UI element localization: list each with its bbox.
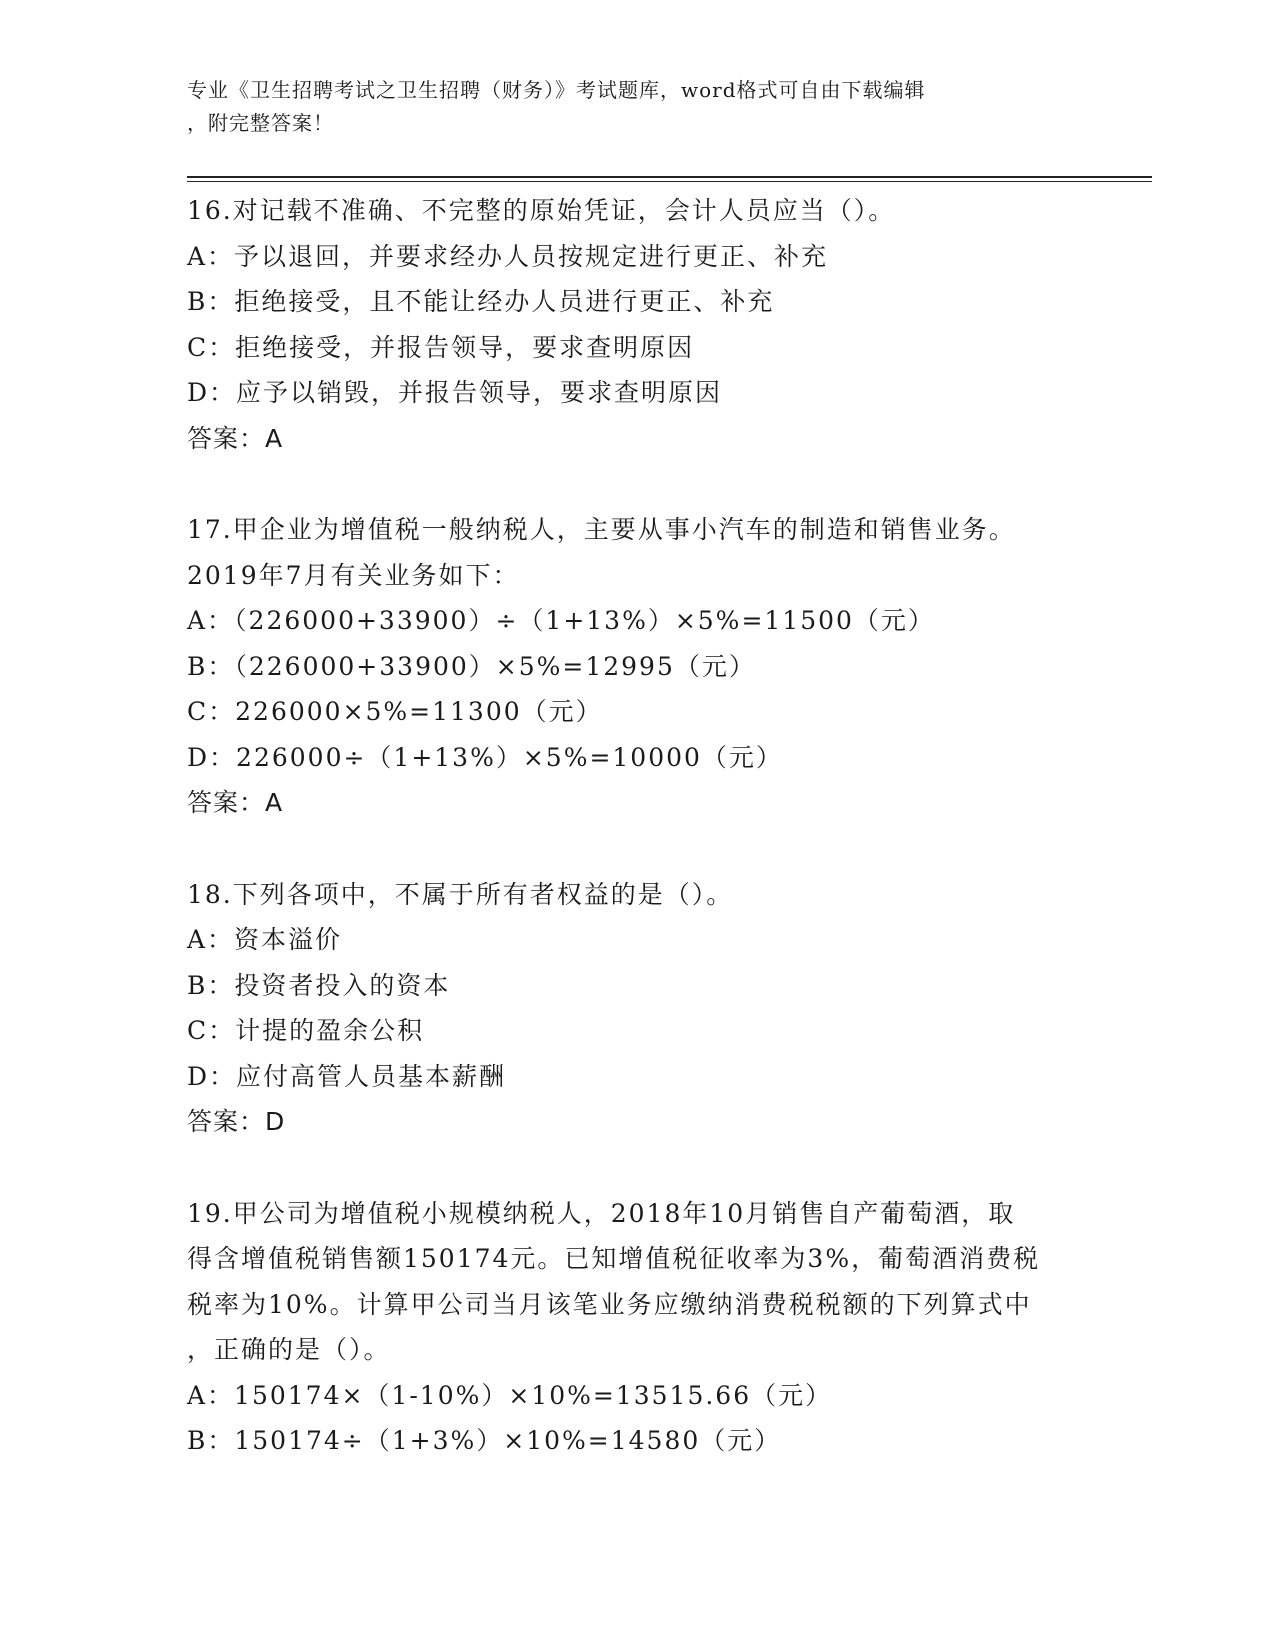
header-rule-thick: [187, 176, 1152, 178]
question-stem: [187, 507, 1087, 598]
option-a: A：予以退回，并要求经办人员按规定进行更正、补充: [187, 241, 829, 271]
question-19: [187, 1191, 1087, 1464]
question-stem: [187, 1191, 1087, 1373]
option-a: A：（226000+33900）÷（1+13%）×5%=11500（元）: [187, 606, 935, 635]
stem-line: 16.对记载不准确、不完整的原始凭证，会计人员应当（）。: [187, 196, 896, 225]
stem-line: 税率为10%。计算甲公司当月该笔业务应缴纳消费税税额的下列算式中: [187, 1289, 1032, 1319]
option-b: B：投资者投入的资本: [187, 970, 451, 1000]
option-b: B：（226000+33900）×5%=12995（元）: [187, 651, 756, 681]
header-line-1: 专业《卫生招聘考试之卫生招聘（财务）》考试题库，word格式可自由下载编辑: [187, 78, 926, 102]
header-line-2: ，附完整答案！: [187, 111, 334, 135]
answer: 答案：D: [187, 1107, 286, 1136]
stem-line: 得含增值税销售额150174元。已知增值税征收率为3%，葡萄酒消费税: [187, 1244, 1041, 1273]
question-18: [187, 872, 1087, 1145]
option-d: D：应付高管人员基本薪酬: [187, 1061, 507, 1091]
document-header: [187, 74, 1087, 140]
stem-line: 2019年7月有关业务如下：: [187, 560, 520, 590]
answer: 答案：A: [187, 788, 284, 817]
header-rule-thin: [187, 181, 1152, 182]
answer: 答案：A: [187, 423, 284, 453]
option-d: D：226000÷（1+13%）×5%=10000（元）: [187, 742, 783, 772]
stem-line: 19.甲公司为增值税小规模纳税人，2018年10月销售自产葡萄酒，取: [187, 1198, 1016, 1228]
option-a: A：150174×（1-10%）×10%=13515.66（元）: [187, 1380, 833, 1410]
stem-line: 18.下列各项中，不属于所有者权益的是（）。: [187, 879, 734, 909]
stem-line: ，正确的是（）。: [187, 1335, 391, 1364]
option-c: C：226000×5%=11300（元）: [187, 697, 603, 726]
stem-line: 17.甲企业为增值税一般纳税人，主要从事小汽车的制造和销售业务。: [187, 515, 1016, 544]
option-b: B：拒绝接受，且不能让经办人员进行更正、补充: [187, 287, 775, 316]
question-16: [187, 188, 1087, 461]
question-stem: [187, 872, 1087, 918]
option-a: A：资本溢价: [187, 925, 343, 954]
option-c: C：拒绝接受，并报告领导，要求查明原因: [187, 332, 695, 362]
question-stem: [187, 188, 1087, 234]
question-17: [187, 507, 1087, 826]
question-list: [187, 188, 1087, 1510]
option-c: C：计提的盈余公积: [187, 1016, 425, 1045]
option-d: D：应予以销毁，并报告领导，要求查明原因: [187, 378, 723, 407]
option-b: B：150174÷（1+3%）×10%=14580（元）: [187, 1426, 782, 1455]
